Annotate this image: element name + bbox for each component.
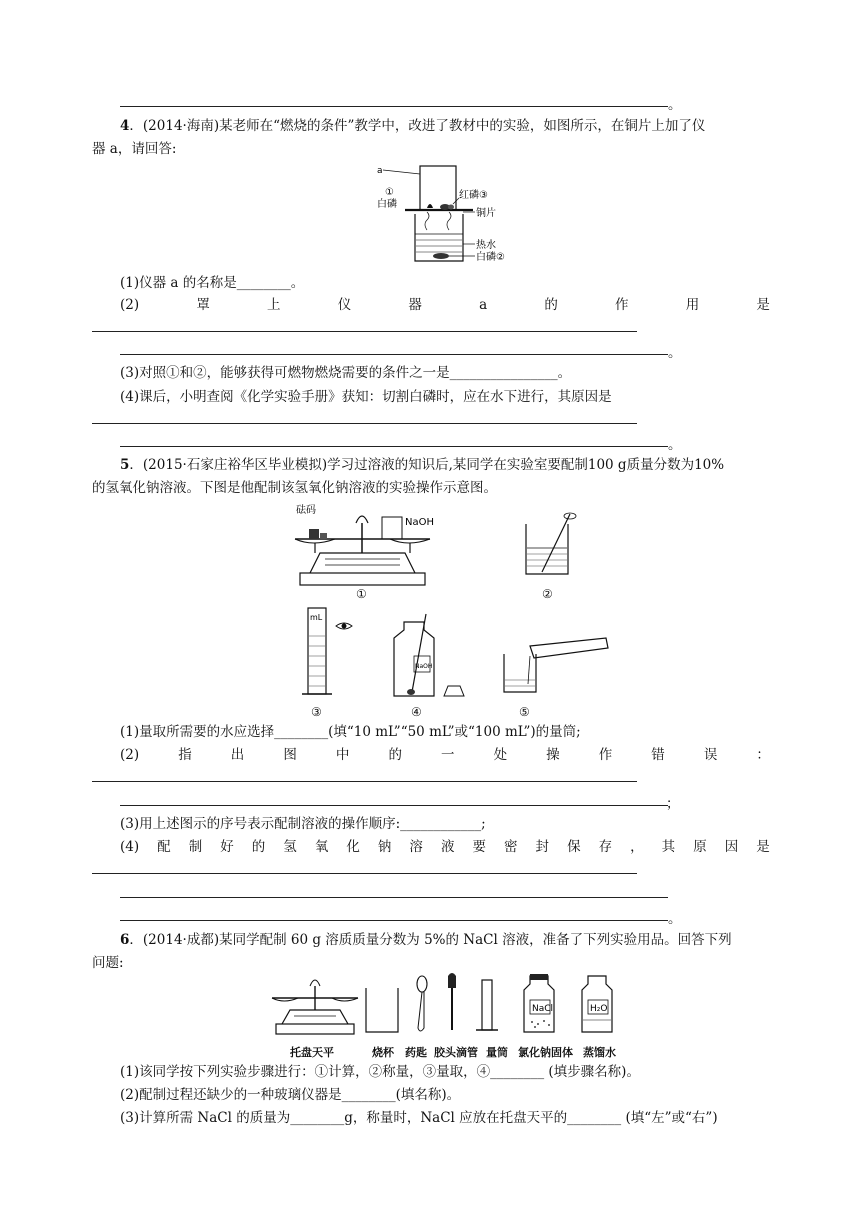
spaced-char: 要: [472, 839, 486, 855]
spaced-char: 保: [567, 839, 581, 855]
spaced-char: 因: [724, 839, 739, 855]
answer-line: [120, 446, 668, 447]
semicolon-mark: ；: [666, 796, 680, 812]
spaced-char: 操: [546, 747, 560, 763]
q4-stem-2: 器 a，请回答:: [92, 141, 177, 157]
spaced-char: 的: [388, 747, 402, 763]
answer-line: [92, 781, 637, 782]
answer-line: [120, 354, 668, 355]
spaced-char: (4): [120, 839, 140, 855]
caption: ①: [356, 587, 367, 601]
q5-stem-1: (2015·石家庄裕华区毕业模拟)学习过溶液的知识后,某同学在实验室要配制100 g质量分数为10%: [142, 457, 725, 473]
answer-line: [92, 423, 637, 424]
spaced-char: 用: [685, 297, 700, 313]
period-mark: 。: [668, 911, 682, 927]
q5-line1: 5．(2015·石家庄裕华区毕业模拟)学习过溶液的知识后,某同学在实验室要配制100 g质量分数为10%: [120, 457, 725, 473]
q4-line1: 4．(2014·海南)某老师在“燃烧的条件”教学中，改进了教材中的实验，如图所示，在铜片上加了仪: [120, 118, 706, 134]
q4-sub2: [120, 296, 770, 314]
answer-line: [92, 873, 637, 874]
q6-sub3: (3)计算所需 NaCl 的质量为________g，称量时，NaCl 应放在托盘天平的________ (填“左”或“右”): [120, 1110, 718, 1126]
spaced-char: 化: [346, 839, 360, 855]
label-ml: mL: [310, 613, 323, 622]
spaced-char: 密: [504, 839, 518, 855]
spaced-char: 是: [756, 297, 770, 313]
label-white-p: 白磷: [377, 199, 397, 210]
spaced-char: 配: [157, 839, 171, 855]
spaced-char: 作: [615, 297, 629, 313]
spaced-char: 仪: [337, 297, 352, 313]
label-h2o: H₂O: [590, 1004, 608, 1014]
q5-stem-2: 的氢氧化钠溶液。下图是他配制该氢氧化钠溶液的实验操作示意图。: [92, 480, 497, 496]
q4-number: 4: [120, 118, 130, 134]
spaced-char: 是: [756, 839, 770, 855]
answer-line: [120, 897, 668, 898]
q6-number: 6: [120, 932, 130, 948]
spaced-char: 液: [440, 839, 455, 855]
q6-stem-1: (2014·成都)某同学配制 60 g 溶质质量分数为 5%的 NaCl 溶液，准备了下列实验用品。回答下列: [142, 932, 732, 948]
caption: 托盘天平: [290, 1046, 334, 1059]
spaced-char: 其: [661, 839, 676, 855]
answer-line: [120, 805, 668, 806]
period-mark: 。: [668, 97, 682, 113]
label-hot-water: 热水: [476, 240, 496, 251]
spaced-char: 错: [651, 747, 665, 763]
q6-line1: 6．(2014·成都)某同学配制 60 g 溶质质量分数为 5%的 NaCl 溶液，准备了下列实验用品。回答下列: [120, 932, 732, 948]
spaced-char: a: [479, 297, 488, 313]
spaced-char: 罩: [196, 297, 210, 313]
q5-sub4: [120, 838, 770, 856]
spaced-char: 器: [408, 297, 422, 313]
spaced-char: 氧: [314, 839, 329, 855]
q6-figure: [268, 970, 628, 1038]
label-circle1: ①: [385, 187, 394, 198]
q5-sub1: (1)量取所需要的水应选择________(填“10 mL”“50 mL”或“100 mL”)的量筒;: [120, 724, 581, 740]
spaced-char: ，: [630, 839, 644, 855]
spaced-char: (2): [120, 297, 140, 313]
caption: 胶头滴管: [434, 1046, 478, 1059]
spaced-char: 误: [703, 747, 718, 763]
spaced-char: ：: [756, 747, 770, 763]
q5-figure-stir: [520, 510, 580, 580]
label-nacl: NaCl: [532, 1004, 554, 1014]
spaced-char: 原: [693, 839, 707, 855]
answer-line: [92, 331, 637, 332]
q5-figure-bottle: [388, 612, 468, 700]
spaced-char: 氢: [283, 839, 297, 855]
spaced-char: 图: [283, 747, 297, 763]
q5-sub2: [120, 746, 770, 764]
caption: ⑤: [519, 705, 530, 719]
caption: ④: [411, 705, 422, 719]
label-a: a: [377, 166, 383, 176]
caption: ③: [311, 705, 322, 719]
spaced-char: 好: [220, 839, 234, 855]
spaced-char: 封: [535, 839, 550, 855]
spaced-char: 处: [493, 747, 508, 763]
spaced-char: 中: [335, 747, 350, 763]
caption: 蒸馏水: [583, 1046, 616, 1059]
spaced-char: (2): [120, 747, 140, 763]
q4-figure: [375, 164, 510, 264]
period-mark: 。: [668, 437, 682, 453]
spaced-char: 上: [267, 297, 281, 313]
q5-number: 5: [120, 457, 130, 473]
instrument-a: [420, 166, 456, 210]
label-naoh: NaOH: [405, 517, 434, 528]
label-red-p: 红磷③: [459, 190, 488, 201]
caption: ②: [542, 587, 553, 601]
caption: 药匙: [405, 1046, 427, 1059]
q4-stem-1: (2014·海南)某老师在“燃烧的条件”教学中，改进了教材中的实验，如图所示，在铜片上加了仪: [142, 118, 706, 134]
spaced-char: 一: [441, 747, 455, 763]
caption: 量筒: [486, 1046, 508, 1059]
q6-sub1: (1)该同学按下列实验步骤进行：①计算，②称量，③量取，④________ (填步骤名称)。: [120, 1064, 640, 1080]
spaced-char: 存: [598, 839, 613, 855]
label-naoh-bottle: NaOH: [415, 663, 433, 670]
caption: 烧杯: [372, 1046, 394, 1059]
spaced-char: 的: [251, 839, 266, 855]
label-white-p2: 白磷②: [476, 252, 505, 263]
q5-figure-balance: [290, 503, 435, 588]
period-mark: 。: [668, 345, 682, 361]
spaced-char: 溶: [409, 839, 423, 855]
q5-figure-pour: [498, 634, 613, 696]
spaced-char: 钠: [377, 839, 392, 855]
spaced-char: 出: [230, 747, 245, 763]
answer-line: [120, 920, 668, 921]
q6-stem-2: 问题:: [92, 955, 124, 971]
label-weights: 砝码: [296, 505, 316, 516]
label-copper: 铜片: [476, 208, 496, 219]
answer-line: [120, 106, 668, 107]
q4-sub3: (3)对照①和②，能够获得可燃物燃烧需要的条件之一是________________。: [120, 365, 572, 381]
q4-sub4: (4)课后，小明查阅《化学实验手册》获知：切割白磷时，应在水下进行，其原因是: [120, 389, 612, 405]
spaced-char: 的: [544, 297, 558, 313]
spaced-char: 作: [598, 747, 613, 763]
caption: 氯化钠固体: [518, 1046, 573, 1059]
spaced-char: 制: [188, 839, 203, 855]
q4-sub1: (1)仪器 a 的名称是________。: [120, 275, 305, 291]
q5-figure-cylinder: [300, 606, 360, 701]
q5-sub3: (3)用上述图示的序号表示配制溶液的操作顺序:____________;: [120, 816, 486, 832]
spaced-char: 指: [178, 747, 192, 763]
q6-sub2: (2)配制过程还缺少的一种玻璃仪器是________(填名称)。: [120, 1087, 461, 1103]
